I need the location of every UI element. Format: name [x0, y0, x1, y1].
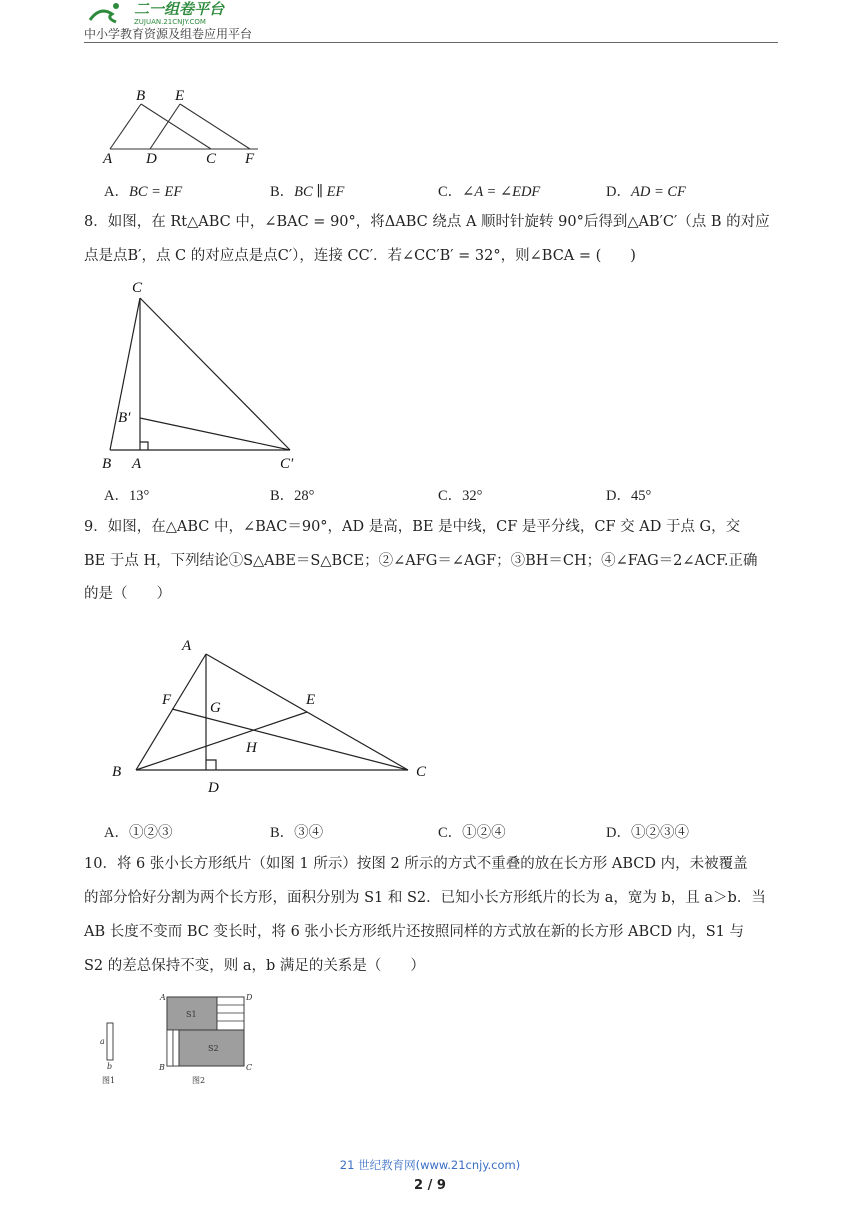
q9-line-3: 的是（ ） [84, 586, 171, 602]
q9-option-a: A．①②③ [104, 825, 173, 841]
fig1-label-a: a [100, 1037, 105, 1046]
q10-line-2: 的部分恰好分割为两个长方形，面积分别为 S1 和 S2．已知小长方形纸片的长为 a，宽为 b，且 a＞b．当 [84, 890, 766, 906]
fig2-label-b: B [159, 1063, 165, 1072]
q9-option-d: D．①②③④ [606, 825, 689, 841]
q9-line-2: BE 于点 H，下列结论①S△ABE＝S△BCE；②∠AFG＝∠AGF；③BH＝CH；④∠FAG＝2∠ACF.正确 [84, 553, 758, 569]
q10-figure [96, 990, 266, 1086]
fig1-caption: 图1 [102, 1076, 116, 1085]
q7-figure [100, 84, 270, 168]
footer-site-link[interactable]: 21 世纪教育网(www.21cnjy.com) [339, 1158, 521, 1172]
q9-label-a: A [182, 638, 192, 654]
q7-label-c: C [206, 151, 217, 167]
q8-label-b-prime: B′ [118, 410, 131, 426]
q9-option-c: C．①②④ [438, 825, 506, 841]
q7-option-a: A．BC = EF [104, 184, 183, 200]
q7-label-f: F [245, 151, 255, 167]
header-divider [84, 42, 778, 43]
q10-line-1: 10．将 6 张小长方形纸片（如图 1 所示）按图 2 所示的方式不重叠的放在长方形 ABCD 内，未被覆盖 [84, 856, 748, 872]
fig2-label-s1: S1 [186, 1010, 197, 1019]
q9-label-g: G [210, 700, 221, 716]
q8-line-2: 点是点B′，点 C 的对应点是点C′），连接 CC′．若∠CC′B′ = 32°，则∠BCA = ( ) [84, 248, 636, 264]
q9-figure [104, 632, 434, 798]
logo-url: ZUJUAN.21CNJY.COM [134, 18, 206, 26]
q7-label-b: B [136, 88, 146, 104]
q9-line-1: 9．如图，在△ABC 中，∠BAC＝90°，AD 是高，BE 是中线，CF 是平分线，CF 交 AD 于点 G，交 [84, 519, 741, 535]
q7-option-b: B．BC ∥ EF [270, 184, 345, 200]
q7-label-e: E [175, 88, 185, 104]
q8-option-c: C．32° [438, 488, 483, 504]
q8-option-d: D．45° [606, 488, 652, 504]
fig2-caption: 图2 [192, 1076, 206, 1085]
q9-label-e: E [306, 692, 316, 708]
q7-option-d: D．AD = CF [606, 184, 686, 200]
page-number: 2 / 9 [414, 1178, 446, 1193]
site-logo [86, 0, 276, 26]
q9-label-f: F [162, 692, 172, 708]
q9-label-d: D [208, 780, 219, 796]
q8-label-c: C [132, 280, 143, 296]
header-subtitle: 中小学教育资源及组卷应用平台 [84, 27, 253, 41]
fig2-label-s2: S2 [208, 1044, 219, 1053]
q9-label-b: B [112, 764, 122, 780]
fig2-label-c: C [246, 1063, 253, 1072]
fig2-label-a: A [160, 993, 166, 1002]
q8-option-a: A．13° [104, 488, 150, 504]
q10-line-3: AB 长度不变而 BC 变长时，将 6 张小长方形纸片还按照同样的方式放在新的长方形 ABCD 内，S1 与 [84, 924, 745, 940]
q7-label-a: A [103, 151, 113, 167]
q9-label-c: C [416, 764, 427, 780]
q8-label-b: B [102, 456, 112, 472]
q9-label-h: H [246, 740, 257, 756]
fig1-label-b: b [107, 1062, 113, 1071]
q8-label-a: A [132, 456, 142, 472]
fig2-label-d: D [246, 993, 253, 1002]
logo-text: 二一组卷平台 [134, 0, 225, 18]
q9-option-b: B．③④ [270, 825, 324, 841]
q7-option-c: C．∠A = ∠EDF [438, 184, 541, 200]
q8-line-1: 8．如图，在 Rt△ABC 中，∠BAC = 90°，将ΔABC 绕点 A 顺时针旋转 90°后得到△AB′C′（点 B 的对应 [84, 214, 770, 230]
q8-figure [96, 276, 306, 472]
q7-label-d: D [146, 151, 157, 167]
q8-option-b: B．28° [270, 488, 315, 504]
q8-label-c-prime: C′ [280, 456, 294, 472]
q10-line-4: S2 的差总保持不变，则 a，b 满足的关系是（ ） [84, 958, 425, 974]
